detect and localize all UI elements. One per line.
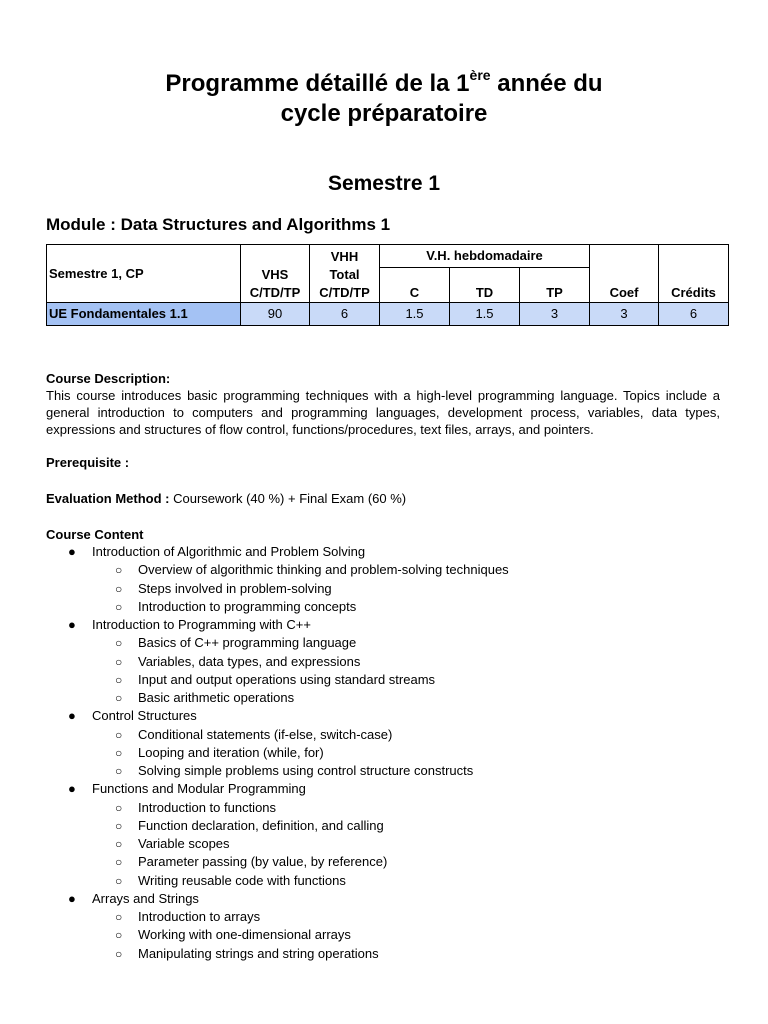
sub-list-item: [92, 817, 720, 835]
sub-list-item: [92, 744, 720, 762]
sub-list-item: [92, 671, 720, 689]
header-tp: TP: [520, 268, 590, 303]
header-semester: Semestre 1, CP: [47, 245, 241, 303]
cell-ue-label: UE Fondamentales 1.1: [47, 303, 241, 326]
module-heading: Module : Data Structures and Algorithms 1: [46, 215, 391, 234]
header-vhs: [241, 245, 310, 303]
bullet-icon: ●: [68, 544, 76, 559]
list-item: [46, 616, 720, 707]
evaluation-text: Coursework (40 %) + Final Exam (60 %): [173, 491, 407, 506]
bullet-icon: ●: [68, 708, 76, 724]
circle-bullet-icon: ○: [115, 636, 123, 651]
section-title: Introduction to Programming with C++: [92, 617, 311, 632]
course-description: [46, 370, 720, 438]
sub-item-text: Introduction to arrays: [138, 909, 261, 924]
header-vhs-line-1: VHS: [261, 267, 289, 282]
title-line-1-end: année du: [490, 70, 603, 97]
header-weekly: V.H. hebdomadaire: [380, 245, 590, 268]
circle-bullet-icon: ○: [115, 745, 123, 760]
sub-list-item: [92, 799, 720, 817]
circle-bullet-icon: ○: [115, 727, 123, 742]
sub-list-item: [92, 762, 720, 780]
header-vhh-line-2: Total: [329, 267, 360, 282]
course-description-heading: Course Description:: [46, 371, 171, 386]
circle-bullet-icon: ○: [115, 946, 123, 961]
list-item: [46, 780, 720, 890]
circle-bullet-icon: ○: [115, 910, 123, 924]
sub-item-text: Working with one-dimensional arrays: [138, 927, 351, 943]
sub-item-text: Looping and iteration (while, for): [138, 744, 324, 760]
sub-list: [92, 634, 720, 707]
sub-item-text: Input and output operations using standard streams: [138, 671, 436, 687]
bullet-icon: ●: [68, 781, 76, 797]
circle-bullet-icon: ○: [115, 563, 123, 578]
cell-td: 1.5: [450, 303, 520, 326]
sub-item-text: Basic arithmetic operations: [138, 690, 295, 705]
table-header-row: [47, 245, 729, 268]
sub-list-item: [92, 689, 720, 707]
section-title: Introduction of Algorithmic and Problem Solving: [92, 544, 366, 559]
sub-item-text: Solving simple problems using control structure constructs: [138, 763, 474, 778]
title-line-1: [0, 69, 768, 99]
sub-item-text: Manipulating strings and string operations: [138, 945, 379, 961]
circle-bullet-icon: ○: [115, 672, 123, 687]
bullet-icon: ●: [68, 890, 76, 906]
cell-vhs: 90: [241, 303, 310, 326]
circle-bullet-icon: ○: [115, 581, 123, 596]
sub-list-item: [92, 835, 720, 853]
circle-bullet-icon: ○: [115, 837, 123, 851]
cell-vhh: 6: [310, 303, 380, 326]
sub-item-text: Basics of C++ programming language: [138, 635, 357, 651]
list-item: [46, 890, 720, 963]
header-vhh-line-3: C/TD/TP: [319, 285, 370, 300]
table-row: [47, 303, 729, 326]
program-table: [46, 244, 729, 326]
section-title: Control Structures: [92, 708, 197, 724]
sub-list-item: [92, 634, 720, 652]
sub-list: [92, 726, 720, 781]
evaluation-method: [46, 490, 720, 507]
sub-item-text: Introduction to functions: [138, 799, 277, 815]
sub-item-text: Conditional statements (if-else, switch-case): [138, 726, 393, 742]
sub-list-item: [92, 945, 720, 963]
circle-bullet-icon: ○: [115, 818, 123, 833]
sub-item-text: Writing reusable code with functions: [138, 872, 346, 888]
sub-item-text: Variables, data types, and expressions: [138, 653, 361, 669]
sub-item-text: Overview of algorithmic thinking and problem-solving techniques: [138, 562, 509, 578]
sub-list-item: [92, 872, 720, 890]
title-line-2: cycle préparatoire: [280, 100, 488, 127]
header-coef: Coef: [590, 245, 659, 303]
header-vhh-line-1: VHH: [330, 249, 359, 264]
sub-list-item: [92, 653, 720, 671]
sub-item-text: Introduction to programming concepts: [138, 598, 357, 614]
header-credits: Crédits: [659, 245, 729, 303]
cell-credits: 6: [659, 303, 729, 326]
semester-heading: Semestre 1: [327, 172, 441, 195]
header-c: C: [380, 268, 450, 303]
sub-item-text: Variable scopes: [138, 836, 230, 851]
evaluation-heading: Evaluation Method :: [46, 491, 170, 506]
header-vhh: [310, 245, 380, 303]
circle-bullet-icon: ○: [115, 873, 123, 888]
title-line-1-start: Programme détaillé de la 1: [165, 70, 470, 97]
circle-bullet-icon: ○: [115, 800, 123, 815]
circle-bullet-icon: ○: [115, 855, 123, 870]
sub-list-item: [92, 926, 720, 944]
section-title: Arrays and Strings: [92, 890, 199, 906]
header-td: TD: [450, 268, 520, 303]
bullet-icon: ●: [68, 617, 76, 632]
circle-bullet-icon: ○: [115, 654, 123, 669]
circle-bullet-icon: ○: [115, 691, 123, 705]
course-content: [46, 526, 720, 963]
prerequisite-heading: Prerequisite :: [46, 455, 130, 470]
sub-list-item: [92, 561, 720, 579]
course-description-text: This course introduces basic programming techniques with a high-level programming language. Topics include a general introduction to computers and programming languages, development process, variables, data types, expressions and structures of flow control, functions/procedures, text files, arrays, and pointers.: [46, 388, 720, 437]
sub-list-item: [92, 908, 720, 926]
sub-list-item: [92, 853, 720, 871]
sub-list-item: [92, 598, 720, 616]
list-item: [46, 543, 720, 616]
sub-list: [92, 908, 720, 963]
section-title: Functions and Modular Programming: [92, 781, 306, 797]
cell-tp: 3: [520, 303, 590, 326]
course-content-list: [46, 543, 720, 963]
cell-c: 1.5: [380, 303, 450, 326]
sub-item-text: Steps involved in problem-solving: [138, 580, 332, 596]
sub-item-text: Function declaration, definition, and calling: [138, 817, 384, 833]
circle-bullet-icon: ○: [115, 599, 123, 614]
list-item: [46, 707, 720, 780]
sub-list-item: [92, 726, 720, 744]
header-vhs-line-2: C/TD/TP: [249, 285, 301, 300]
circle-bullet-icon: ○: [115, 928, 123, 943]
sub-list-item: [92, 580, 720, 598]
title-superscript: ère: [469, 67, 491, 83]
sub-list: [92, 799, 720, 890]
document-title: [0, 69, 768, 129]
sub-item-text: Parameter passing (by value, by reference): [138, 854, 388, 870]
circle-bullet-icon: ○: [115, 764, 123, 778]
sub-list: [92, 561, 720, 616]
cell-coef: 3: [590, 303, 659, 326]
course-content-heading: Course Content: [46, 527, 144, 542]
prerequisite: [46, 454, 720, 471]
